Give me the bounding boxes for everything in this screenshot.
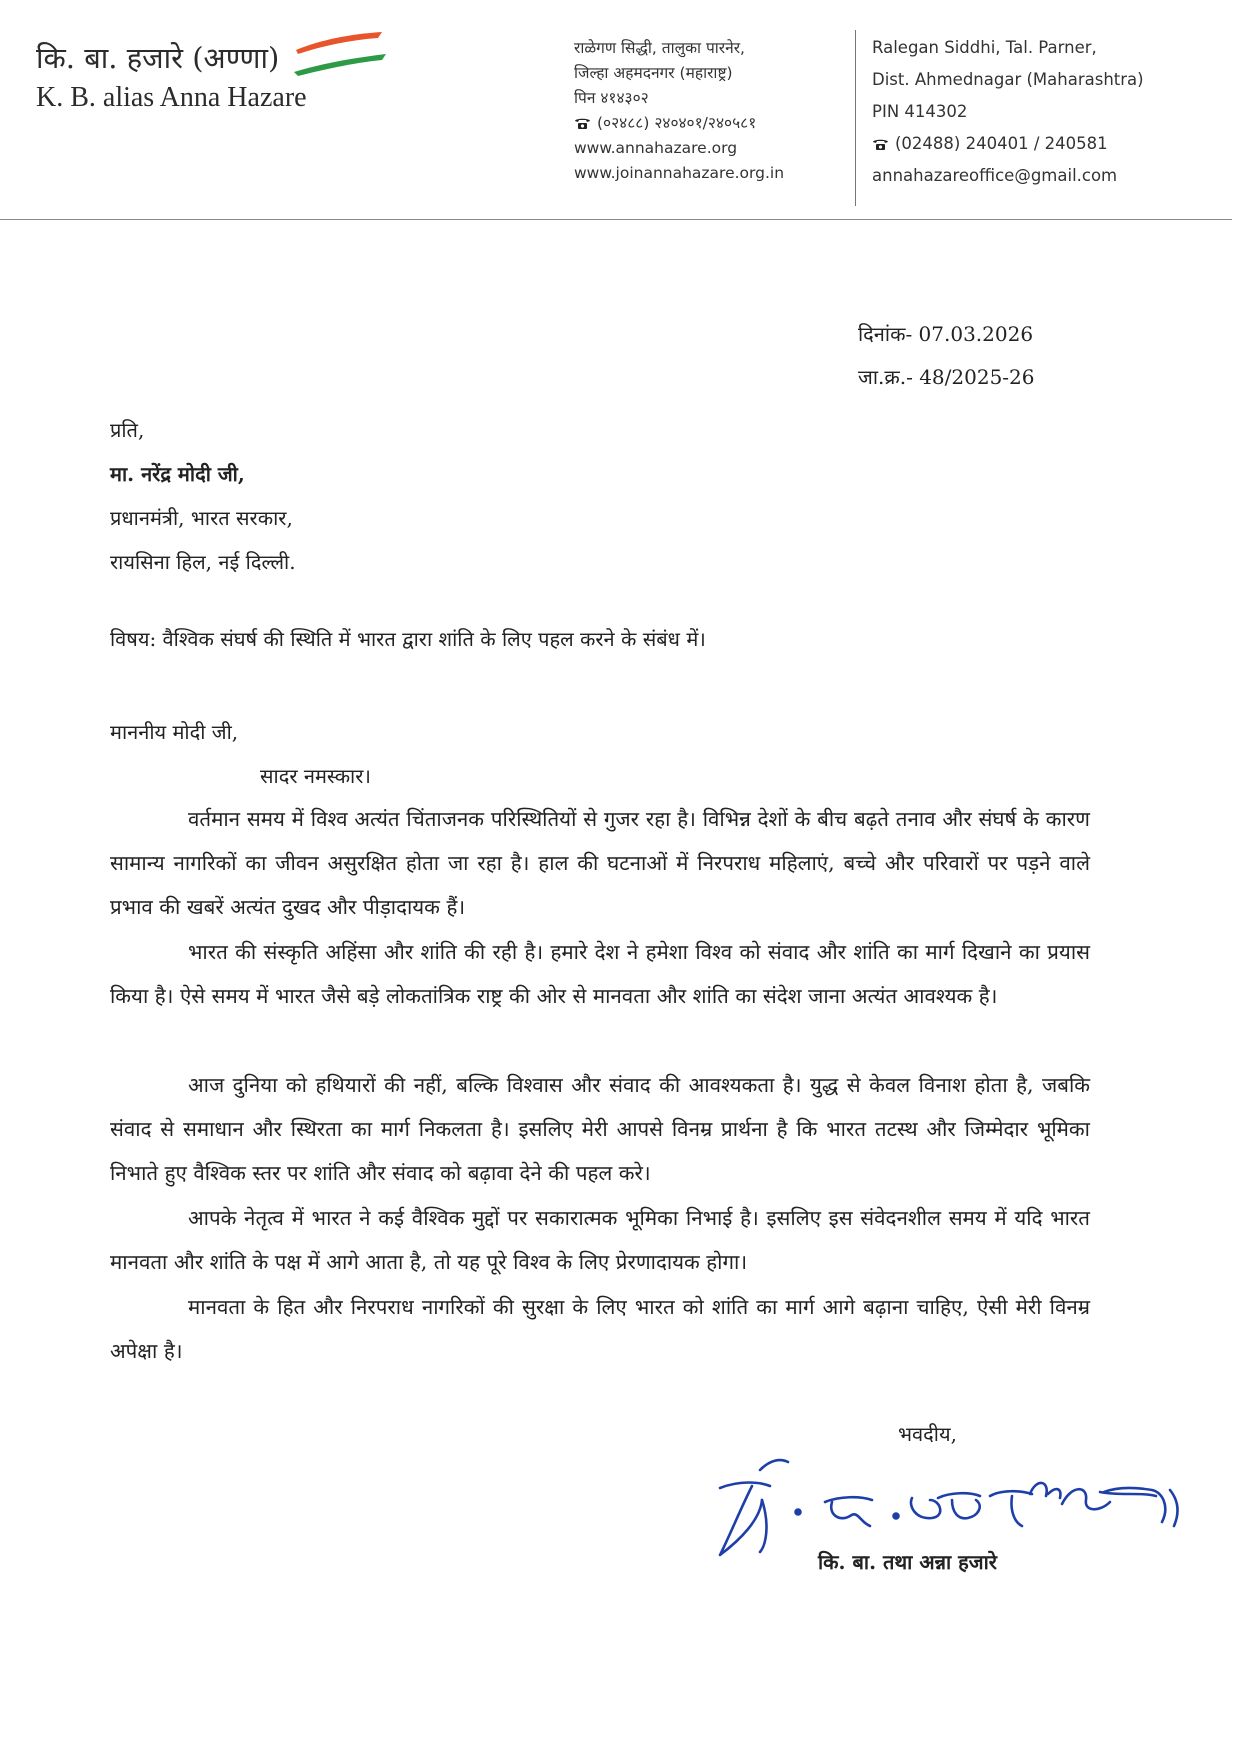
recipient-prefix: प्रति, bbox=[110, 418, 145, 442]
address-hindi-line: पिन ४१४३०२ bbox=[574, 89, 649, 107]
phone-english: (02488) 240401 / 240581 bbox=[895, 134, 1108, 153]
signatory-name: कि. बा. तथा अन्ना हजारे bbox=[818, 1550, 997, 1574]
letterhead-divider bbox=[855, 30, 856, 206]
address-english-block bbox=[872, 32, 1232, 192]
letterhead-rule bbox=[0, 219, 1232, 220]
body-paragraph: वर्तमान समय में विश्व अत्यंत चिंताजनक परिस्थितियों से गुजर रहा है। विभिन्न देशों के बीच बढ़ते तनाव और संघर्ष के कारण सामान्य नागरिकों का जीवन असुरक्षित होता जा रहा है। हाल की घटनाओं में निरपराध महिलाएं, बच्चे और परिवारों पर पड़ने वाले प्रभाव की खबरें अत्यंत दुखद और पीड़ादायक हैं। bbox=[110, 807, 1090, 919]
telephone-icon bbox=[872, 137, 889, 151]
letter-date: दिनांक- 07.03.2026 bbox=[858, 322, 1034, 346]
telephone-icon bbox=[574, 116, 591, 130]
phone-hindi-line bbox=[574, 111, 864, 136]
letterhead-name-english: K. B. alias Anna Hazare bbox=[36, 82, 307, 113]
recipient-address: रायसिना हिल, नई दिल्ली. bbox=[110, 550, 296, 574]
salutation: माननीय मोदी जी, bbox=[110, 720, 239, 744]
flag-saffron-stroke bbox=[296, 32, 382, 54]
letter-reference: जा.क्र.- 48/2025-26 bbox=[858, 365, 1035, 389]
phone-english-line bbox=[872, 128, 1232, 160]
recipient-designation: प्रधानमंत्री, भारत सरकार, bbox=[110, 506, 293, 530]
address-english-line: Dist. Ahmednagar (Maharashtra) bbox=[872, 70, 1144, 89]
greeting: सादर नमस्कार। bbox=[260, 764, 371, 788]
address-english-line: PIN 414302 bbox=[872, 102, 968, 121]
closing-text: भवदीय, bbox=[898, 1422, 957, 1446]
address-hindi-line: जिल्हा अहमदनगर (महाराष्ट्र) bbox=[574, 64, 733, 82]
address-hindi-block bbox=[574, 36, 864, 186]
email-link[interactable]: annahazareoffice@gmail.com bbox=[872, 166, 1118, 185]
body-paragraph: मानवता के हित और निरपराध नागरिकों की सुरक्षा के लिए भारत को शांति का मार्ग आगे बढ़ाना चाहिए, ऐसी मेरी विनम्र अपेक्षा है। bbox=[110, 1295, 1090, 1363]
body-paragraph: भारत की संस्कृति अहिंसा और शांति की रही है। हमारे देश ने हमेशा विश्व को संवाद और शांति का मार्ग दिखाने का प्रयास किया है। ऐसे समय में भारत जैसे बड़े लोकतांत्रिक राष्ट्र की ओर से मानवता और शांति का संदेश जाना अत्यंत आवश्यक है। bbox=[110, 940, 1090, 1008]
address-hindi-line: राळेगण सिद्धी, तालुका पारनेर, bbox=[574, 39, 745, 57]
flag-brush-logo bbox=[290, 28, 390, 80]
address-english-line: Ralegan Siddhi, Tal. Parner, bbox=[872, 38, 1097, 57]
website-link-join[interactable]: www.joinannahazare.org.in bbox=[574, 164, 785, 182]
phone-hindi: (०२४८८) २४०४०१/२४०५८१ bbox=[597, 114, 757, 132]
recipient-block bbox=[110, 408, 296, 584]
website-link[interactable]: www.annahazare.org bbox=[574, 139, 738, 157]
letter-subject: विषय: वैश्विक संघर्ष की स्थिति में भारत द्वारा शांति के लिए पहल करने के संबंध में। bbox=[110, 627, 706, 651]
letterhead-name-hindi: कि. बा. हजारे (अण्णा) bbox=[36, 41, 280, 75]
body-paragraph: आपके नेतृत्व में भारत ने कई वैश्विक मुद्दों पर सकारात्मक भूमिका निभाई है। इसलिए इस संवेदनशील समय में यदि भारत मानवता और शांति के पक्ष में आगे आता है, तो यह पूरे विश्व के लिए प्रेरणादायक होगा। bbox=[110, 1206, 1090, 1274]
recipient-name: मा. नरेंद्र मोदी जी, bbox=[110, 462, 245, 486]
flag-green-stroke bbox=[294, 54, 386, 76]
body-paragraph: आज दुनिया को हथियारों की नहीं, बल्कि विश्वास और संवाद की आवश्यकता है। युद्ध से केवल विनाश होता है, जबकि संवाद से समाधान और स्थिरता का मार्ग निकलता है। इसलिए मेरी आपसे विनम्र प्रार्थना है कि भारत तटस्थ और जिम्मेदार भूमिका निभाते हुए वैश्विक स्तर पर शांति और संवाद को बढ़ावा देने की पहल करे। bbox=[110, 1073, 1090, 1185]
letter-meta bbox=[858, 313, 1035, 399]
